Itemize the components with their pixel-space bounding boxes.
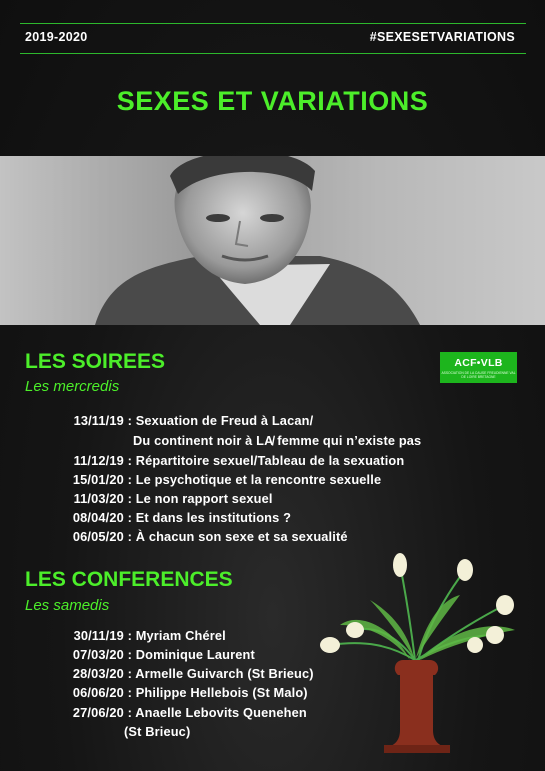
conferences-title: LES CONFERENCES xyxy=(25,568,233,591)
logo-subtext: ASSOCIATION DE LA CAUSE FREUDIENNE VAL DE LOIRE BRETAGNE xyxy=(441,371,516,379)
event-date: 13/11/19 : xyxy=(73,413,132,428)
conference-item xyxy=(0,666,314,681)
top-divider xyxy=(20,23,526,24)
conference-item xyxy=(0,628,226,643)
event-date: 11/12/19 : xyxy=(73,453,132,468)
event-title: Et dans les institutions ? xyxy=(135,510,292,525)
portrait-photo xyxy=(0,156,545,325)
soirees-title: LES SOIREES xyxy=(25,350,166,373)
event-title: Le psychotique et la rencontre sexuelle xyxy=(135,472,382,487)
event-date: 06/05/20 : xyxy=(72,529,132,544)
event-date: 28/03/20 : xyxy=(72,666,132,681)
event-speaker: Philippe Hellebois (St Malo) xyxy=(135,685,308,700)
soiree-item xyxy=(0,510,291,525)
event-date: 07/03/20 : xyxy=(72,647,132,662)
conference-item xyxy=(0,647,255,662)
event-title: Répartitoire sexuel/Tableau de la sexuation xyxy=(135,453,405,468)
event-speaker-continued: (St Brieuc) xyxy=(124,724,191,739)
event-title: Sexuation de Freud à Lacan/ xyxy=(135,413,314,428)
conference-item xyxy=(0,685,308,700)
event-date: 27/06/20 : xyxy=(72,705,132,720)
acf-vlb-logo xyxy=(440,352,517,383)
soiree-item xyxy=(0,491,273,506)
event-speaker: Dominique Laurent xyxy=(135,647,255,662)
header-year: 2019-2020 xyxy=(25,30,88,44)
event-date: 30/11/19 : xyxy=(73,628,132,643)
soiree-item xyxy=(0,453,404,468)
soirees-subtitle: Les mercredis xyxy=(25,378,120,395)
event-speaker: Myriam Chérel xyxy=(135,628,226,643)
bottom-divider xyxy=(20,53,526,54)
event-title: Le non rapport sexuel xyxy=(135,491,273,506)
event-title-continued: Du continent noir à LA̸ femme qui n’existe pas xyxy=(133,433,422,448)
soiree-item xyxy=(0,472,381,487)
logo-text: ACF•VLB xyxy=(454,357,503,369)
event-speaker: Armelle Guivarch (St Brieuc) xyxy=(135,666,314,681)
event-title: À chacun son sexe et sa sexualité xyxy=(135,529,348,544)
soiree-item xyxy=(0,529,348,544)
header-hashtag: #SEXESETVARIATIONS xyxy=(369,30,515,44)
conferences-subtitle: Les samedis xyxy=(25,597,110,614)
event-date: 06/06/20 : xyxy=(72,685,132,700)
portrait-illustration xyxy=(0,156,545,325)
event-speaker: Anaelle Lebovits Quenehen xyxy=(135,705,307,720)
poster-title: SEXES ET VARIATIONS xyxy=(116,86,429,116)
event-date: 11/03/20 : xyxy=(73,491,132,506)
event-date: 15/01/20 : xyxy=(72,472,132,487)
conference-item xyxy=(0,705,307,720)
soiree-item xyxy=(0,413,313,428)
event-date: 08/04/20 : xyxy=(72,510,132,525)
tulip-vase-illustration xyxy=(300,540,540,755)
